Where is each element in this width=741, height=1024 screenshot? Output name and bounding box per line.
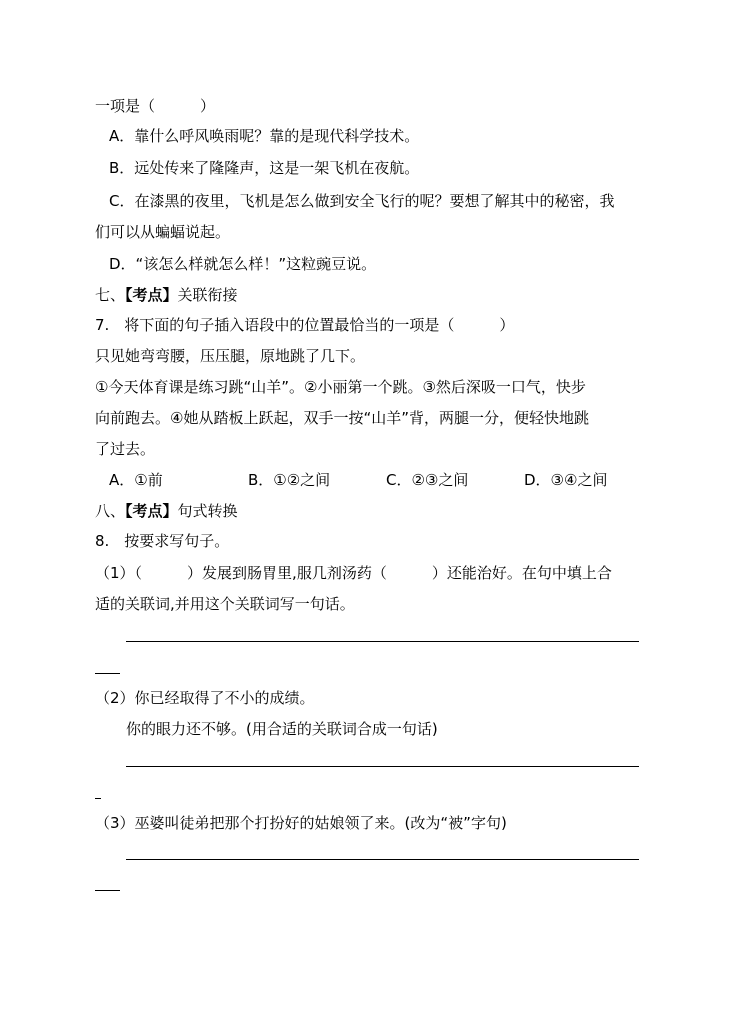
section-8-number: 八、 <box>95 502 126 520</box>
section-7-heading <box>95 285 238 305</box>
section-7-number: 七、 <box>95 286 126 304</box>
section-8-topic: 句式转换 <box>177 502 238 520</box>
q8-sub3-answer-line-tail <box>95 890 120 891</box>
q7-stem: 7. 将下面的句子插入语段中的位置最恰当的一项是（ ） <box>95 316 515 334</box>
q7-option-d: D．③④之间 <box>524 471 608 489</box>
q7-passage-line-3: 了过去。 <box>95 440 156 458</box>
section-7-topic: 关联衔接 <box>177 286 238 304</box>
q8-sub1-line-1: （1）（ ）发展到肠胃里,服几剂汤药（ ）还能治好。在句中填上合 <box>95 564 612 582</box>
q7-option-b: B．①②之间 <box>248 471 331 489</box>
q8-sub2-answer-line <box>126 766 639 767</box>
q7-option-c: C．②③之间 <box>386 471 469 489</box>
q6-option-b: B．远处传来了隆隆声，这是一架飞机在夜航。 <box>109 159 420 177</box>
q6-option-c: C．在漆黑的夜里，飞机是怎么做到安全飞行的呢？要想了解其中的秘密，我 <box>109 192 615 210</box>
q8-sub2-line-1: （2）你已经取得了不小的成绩。 <box>95 689 315 707</box>
q7-insert-sentence: 只见她弯弯腰，压压腿，原地跳了几下。 <box>95 347 366 365</box>
q8-sub1-answer-line-tail <box>95 673 120 674</box>
q8-sub1-line-2: 适的关联词,并用这个关联词写一句话。 <box>95 595 355 613</box>
q6-option-c-continued: 们可以从蝙蝠说起。 <box>95 223 231 241</box>
q6-option-a: A．靠什么呼风唤雨呢？靠的是现代科学技术。 <box>109 127 420 145</box>
q8-stem: 8. 按要求写句子。 <box>95 532 230 550</box>
q8-sub2-line-2: 你的眼力还不够。(用合适的关联词合成一句话) <box>126 720 438 738</box>
q6-stem-tail: 一项是（ ） <box>95 97 216 115</box>
q8-sub2-answer-line-tail <box>95 798 101 799</box>
q6-option-d: D．“该怎么样就怎么样！”这粒豌豆说。 <box>109 255 377 273</box>
q7-option-a: A．①前 <box>109 471 163 489</box>
section-8-heading <box>95 501 238 521</box>
q8-sub3-answer-line <box>126 859 639 860</box>
q7-passage-line-2: 向前跑去。④她从踏板上跃起，双手一按“山羊”背，两腿一分，便轻快地跳 <box>95 409 589 427</box>
section-8-tag: 【考点】 <box>125 502 178 520</box>
q8-sub1-answer-line <box>126 641 639 642</box>
q8-sub3-line: （3）巫婆叫徒弟把那个打扮好的姑娘领了来。(改为“被”字句) <box>95 814 507 832</box>
section-7-tag: 【考点】 <box>125 286 178 304</box>
q7-passage-line-1: ①今天体育课是练习跳“山羊”。②小丽第一个跳。③然后深吸一口气，快步 <box>95 378 586 396</box>
